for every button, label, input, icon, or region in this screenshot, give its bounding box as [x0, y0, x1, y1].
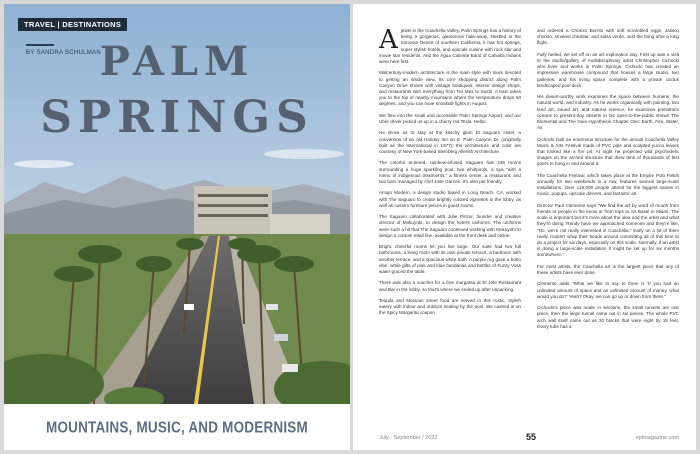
article-paragraph: Cichocki built an enormous structure for the annual Coachella Valley Music & Arts Festival made of PVC pipe and sculpted yucca leaves that looked like a fire pit. At night he projected wild psychedelic images on the arched structure that drew tens of thousands of fest goers to hang in and around it.	[537, 136, 679, 167]
article-paragraph: We flew into the small and accessible Palm Springs Airport, and our Uber driver picked us up in a cherry red Tesla. Hello!	[379, 112, 521, 125]
article-paragraph: Clemente adds "What we like to say to them is 'If you had an unlimited amount of space and an unlimited amount of money, what would you do?' Yeah? Okay, we can go up or down from there."	[537, 281, 679, 299]
magazine-spread	[4, 4, 696, 450]
article-paragraph: There was also a voucher for a free margarita at El Jefe Restaurant and Bar in the lobby, so that's where we ended up after unpacking.	[379, 280, 521, 292]
page-number: 55	[526, 432, 537, 442]
article-columns	[379, 28, 679, 428]
article-paragraph: The Saguaro collaborated with Julie Pinzur, founder and creative director of Mokuyobi, to design the hotel's uniforms. The uniforms were such a hit that The Saguaro continued working with Mokuyobi to design a custom retail line, available at the front desk and online.	[379, 214, 521, 238]
article-paragraph: Cichocki's piece was made in sections, the small tunnels are one piece, then the large tunnel came out in six pieces. The whole PVC arch wall itself came out as 20 blocks that were eight by 18 feet. Every tube has a	[537, 305, 679, 329]
article-paragraph: Director Paul Clemente says "We find the art by word of mouth from friends or people in the know or from trips to Art Basel in Miami. The scale is important but it's more about the idea and the artist and what they're doing. Randy have we approached someone and they're like, "No, we're not really interested in Coachella." Early on a lot of them really couldn't wrap their heads around committing all of this time to do a project for six days, especially on this scale. Normally, if an artist is doing a large-scale installation it might be set up for six months somewhere."	[537, 202, 679, 258]
article-paragraph: Midcentury-modern architecture is the main style with tours devoted to getting an inside view. Its core shopping district along Palm Canyon Drive shines with vintage boutiques, interior design shops, and restaurants with everything from Tex Mex to Sushi. A tram takes you to the top of nearby mountains where the temperature drops 50 degrees, and you can have snowball fights in August.	[379, 70, 521, 107]
issue-date: July - September / 2022	[379, 435, 438, 441]
article-column-1	[379, 28, 521, 428]
headline-line-1: PALM	[99, 38, 255, 85]
subhead: MOUNTAINS, MUSIC, AND MODERNISM	[46, 418, 308, 436]
article-paragraph: Fully fueled, we set off on an art exploration day. First up was a visit to the studio/gallery of multidisciplinary artist Christopher Cichocki who lives and works in Palm Springs. Cichocki has created an impressive warehouse compound that houses a large studio, two galleries, and his living space complete with a private cactus landscaped pool deck.	[537, 51, 679, 88]
section-tag: TRAVEL | DESTINATIONS	[18, 18, 127, 31]
subhead-area	[4, 404, 350, 450]
article-paragraph: Ajewel in the Coachella Valley, Palm Springs has a history of being a gorgeous, glamorous hide-away. Nestled in the Sonoran Desert of southern California, it has hot springs, super stylish hotels, and upscale cuisine with rock star and movie star residents. And the Agua Caliente Band of Cahuilla Indians were here first.	[379, 28, 521, 65]
left-page	[4, 4, 350, 450]
right-page	[353, 4, 696, 450]
website: ejdmagazine.com	[635, 435, 679, 441]
article-paragraph: and ordered a Chorizo Burrito with soft scrambled eggs, Jalisco chorizo, smoked cheddar, and salsa verde. Just the thing after a long flight.	[537, 28, 679, 46]
article-column-2	[537, 28, 679, 428]
article-paragraph: His desert-worthy work examines the space between humans, the natural world, and industry. As he works organically with painting, two land art, sound art, and natural science, he examines prehistoric oceans to present-day deserts in his open-to-the-public shows The Elemental and The Gaia Hypothesis Chapter One: Earth, Fire, Water, Air.	[537, 94, 679, 131]
article-paragraph: Tequila and Mexican street food are served in this rustic, stylish eatery with indoor and outdoor seating by the pool. We cashed in on the Spicy Margarita coupon	[379, 298, 521, 316]
article-paragraph: For most artists, the Coachella art is the largest piece that any of these artists have ever done.	[537, 263, 679, 276]
article-paragraph: Bright, cheerful rooms let you live large. Our suite had two full bathrooms, a living room with its own private terrace, a bedroom with another terrace, and a spacious white bath. A purple rug gave a boho vibe, while gifts of pink and blue bandanas and bottles of Fuzzy Voss water graced the table.	[379, 244, 521, 275]
article-paragraph: The Coachella Festival, which takes place at the Empire Polo Fields annually for two weekends in a row, features several large-scale installations. Over 125,000 people attend for the biggest names in music, popups, upscale dinners, and fantastic art.	[537, 172, 679, 197]
byline: BY SANDRA SCHULMAN	[26, 50, 101, 56]
drop-cap: A	[379, 28, 398, 55]
page-footer	[379, 432, 679, 444]
article-paragraph: Amigo Modern, a design studio based in Long Beach, CA, worked with The Saguaro to create brightly colored vignettes in the lobby, as well as custom furniture pieces in guest rooms.	[379, 190, 521, 208]
article-paragraph: The colorful tri-tiered, rainbow-infused Saguaro has 245 rooms surrounding a huge sparkling pool, two whirlpools, a spa "with a menu of indigenous treatments," a fitness center, a restaurant, and two bars managed by chef Jose Garces. It's also pet friendly.	[379, 160, 521, 185]
article-paragraph: He drove us to stay at the kitschy glam El Saguaro Hotel, a conversion of an old Holiday Inn on E. Palm Canyon Dr. (originally built as the International in 1977); the architecture and color are courtesy of New York-based Steinberg Allerish Architecture.	[379, 130, 521, 155]
headline-line-2: SPRINGS	[40, 92, 314, 143]
